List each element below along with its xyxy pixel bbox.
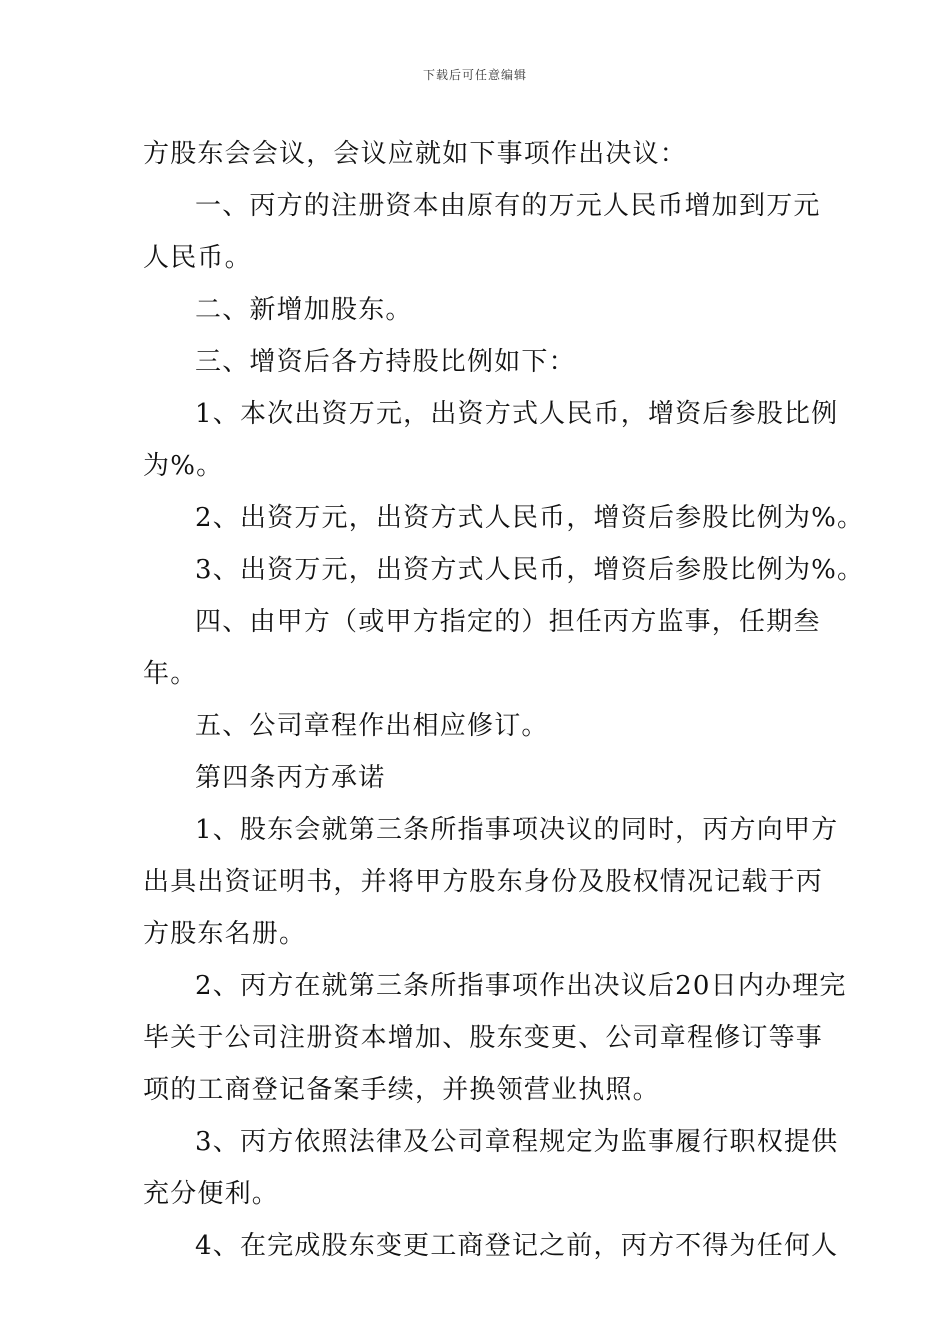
paragraph-line: 4、在完成股东变更工商登记之前，丙方不得为任何人 [195,1231,839,1261]
paragraph-line: 四、由甲方（或甲方指定的）担任丙方监事，任期叁 [195,607,821,637]
paragraph-line: 方股东名册。 [143,919,307,949]
paragraph-line: 二、新增加股东。 [195,295,413,325]
paragraph-line: 一、丙方的注册资本由原有的万元人民币增加到万元 [195,191,821,221]
paragraph-line: 1、本次出资万元，出资方式人民币，增资后参股比例 [195,399,839,429]
paragraph-line: 项的工商登记备案手续，并换领营业执照。 [143,1075,660,1105]
paragraph-line: 2、出资万元，出资方式人民币，增资后参股比例为%。 [195,503,865,533]
page-header: 下载后可任意编辑 [422,68,527,82]
paragraph-line: 年。 [143,659,198,689]
paragraph-line: 人民币。 [143,243,252,273]
paragraph-line: 3、出资万元，出资方式人民币，增资后参股比例为%。 [195,555,865,585]
paragraph-line: 方股东会会议，会议应就如下事项作出决议： [143,139,688,169]
section-heading: 第四条丙方承诺 [195,763,386,793]
paragraph-line: 3、丙方依照法律及公司章程规定为监事履行职权提供 [195,1127,839,1157]
document-body [143,128,865,1272]
paragraph-line: 三、增资后各方持股比例如下： [195,347,576,377]
paragraph-line: 毕关于公司注册资本增加、股东变更、公司章程修订等事 [143,1023,824,1053]
paragraph-line: 充分便利。 [143,1179,280,1209]
paragraph-line: 五、公司章程作出相应修订。 [195,711,549,741]
paragraph-line: 2、丙方在就第三条所指事项作出决议后20日内办理完 [195,971,847,1001]
paragraph-line: 1、股东会就第三条所指事项决议的同时，丙方向甲方 [195,815,839,845]
paragraph-line: 出具出资证明书，并将甲方股东身份及股权情况记载于丙 [143,867,824,897]
paragraph-line: 为%。 [143,451,224,481]
